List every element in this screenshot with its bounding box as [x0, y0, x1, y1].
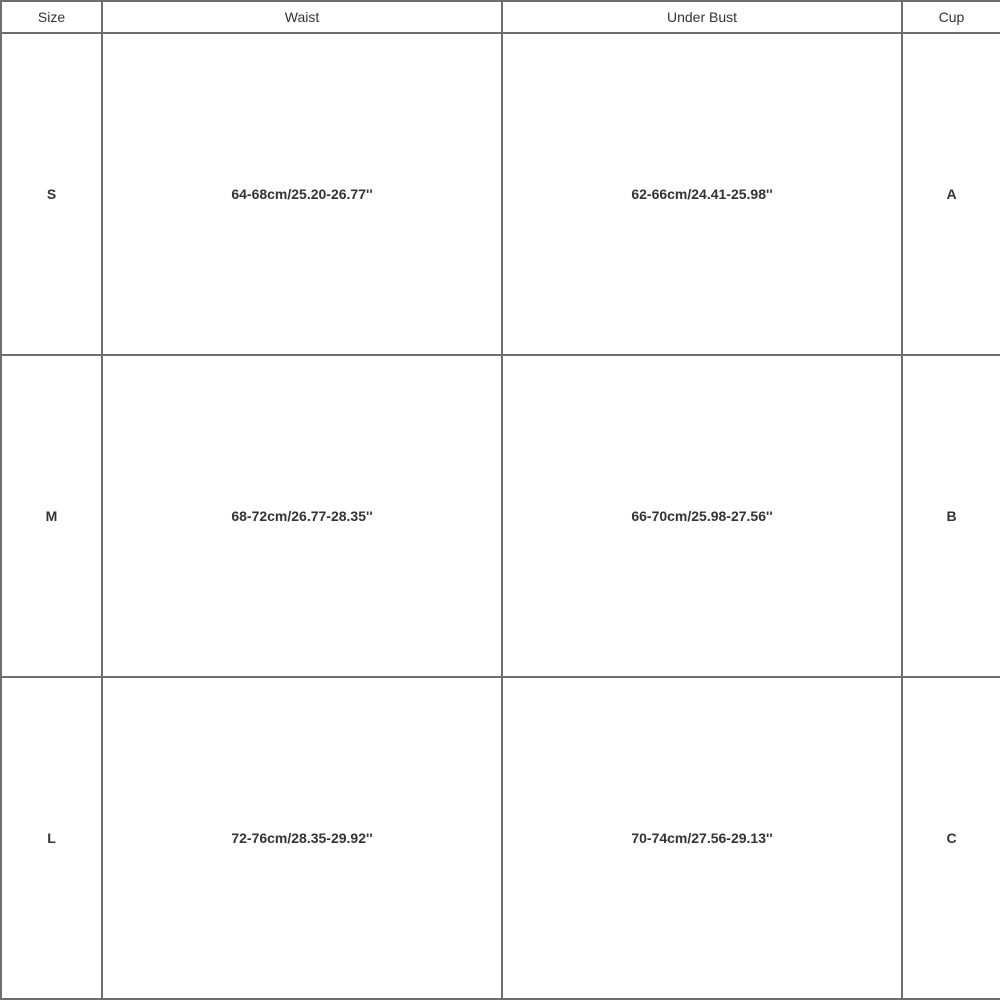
under-bust-cell: 66-70cm/25.98-27.56'' — [502, 355, 902, 677]
header-waist: Waist — [102, 1, 502, 33]
cup-cell: B — [902, 355, 1000, 677]
header-size: Size — [1, 1, 102, 33]
under-bust-cell: 70-74cm/27.56-29.13'' — [502, 677, 902, 999]
header-cup: Cup — [902, 1, 1000, 33]
table-row — [1, 33, 1000, 355]
table-row — [1, 677, 1000, 999]
waist-cell: 68-72cm/26.77-28.35'' — [102, 355, 502, 677]
cup-cell: C — [902, 677, 1000, 999]
size-cell: M — [1, 355, 102, 677]
cup-cell: A — [902, 33, 1000, 355]
waist-cell: 64-68cm/25.20-26.77'' — [102, 33, 502, 355]
header-under-bust: Under Bust — [502, 1, 902, 33]
table-row — [1, 355, 1000, 677]
waist-cell: 72-76cm/28.35-29.92'' — [102, 677, 502, 999]
under-bust-cell: 62-66cm/24.41-25.98'' — [502, 33, 902, 355]
header-row — [1, 1, 1000, 33]
size-cell: L — [1, 677, 102, 999]
size-cell: S — [1, 33, 102, 355]
